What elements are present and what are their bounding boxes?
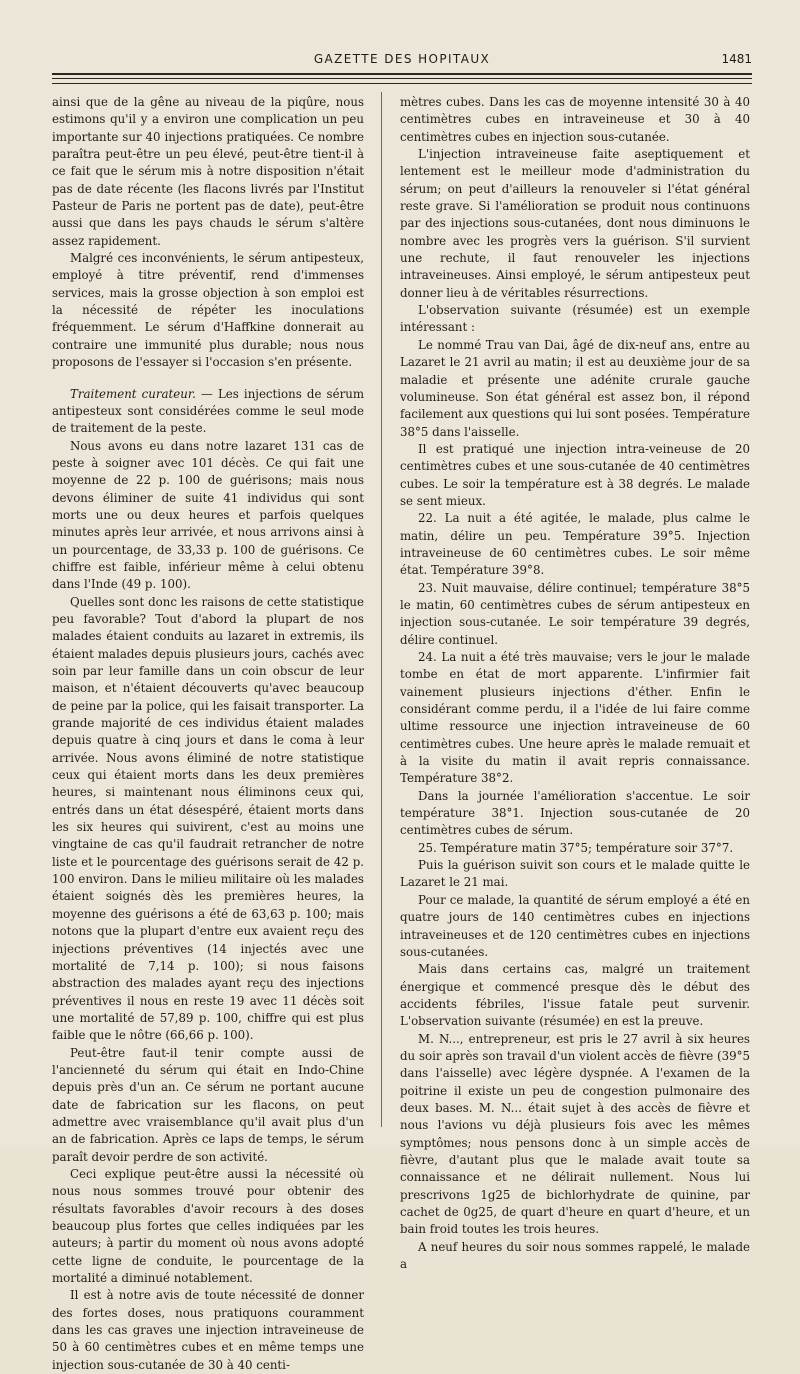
paragraph: A neuf heures du soir nous sommes rappelé, le malade a	[400, 1239, 750, 1272]
paragraph: Ceci explique peut-être aussi la nécessité où nous nous sommes trouvé pour obtenir des résultats favorables d'avoir recours à des doses beaucoup plus fortes que celles indiquées par les auteurs; à partir du moment où nous avons adopté cette ligne de conduite, le pourcentage de la mortalité a diminué notablement.	[52, 1166, 364, 1286]
treatment-paragraph	[52, 386, 364, 438]
header-rule-middle	[52, 78, 752, 79]
paragraph: Il est à notre avis de toute nécessité de donner des fortes doses, nous pratiquons couramment dans les cas graves une injection intraveineuse de 50 à 60 centimètres cubes et en même temps une injection sous-cutanée de 30 à 40 centi-	[52, 1288, 364, 1372]
paragraph-text: Les injections de sérum antipesteux sont considérées comme le seul mode de traitement de la peste.	[52, 386, 365, 436]
paragraph: Dans la journée l'amélioration s'accentue. Le soir température 38°1. Injection sous-cutanée de 20 centimètres cubes de sérum.	[400, 788, 750, 838]
paragraph: 24. La nuit a été très mauvaise; vers le jour le malade tombe en état de mort apparente. L'infirmier fait vainement plusieurs injections d'éther. Enfin le considérant comme perdu, il a l'idée de lui faire comme ultime ressource une injection intraveineuse de 60 centimètres cubes. Une heure après le malade remuait et à la visite du matin il avait repris connaissance. Température 38°2.	[400, 650, 750, 786]
journal-title: GAZETTE DES HOPITAUX	[313, 52, 491, 66]
header-rule-top	[52, 73, 752, 75]
paragraph: 23. Nuit mauvaise, délire continuel; température 38°5 le matin, 60 centimètres cubes de sérum antipesteux en injection sous-cutanée. Le soir température 39 degrés, délire continuel.	[400, 580, 750, 647]
paragraph: Puis la guérison suivit son cours et le malade quitte le Lazaret le 21 mai.	[400, 858, 750, 890]
paragraph: Pour ce malade, la quantité de sérum employé a été en quatre jours de 140 centimètres cubes en injections intraveineuses et de 120 centimètres cubes en injections sous-cutanées.	[400, 892, 750, 959]
page-number: 1481	[721, 52, 752, 66]
paragraph: mètres cubes. Dans les cas de moyenne intensité 30 à 40 centimètres cubes en intraveineuse et 30 à 40 centimètres cubes en injection sous-cutanée.	[400, 95, 750, 144]
header-rule-bottom	[52, 83, 752, 84]
right-column	[400, 94, 750, 1272]
paragraph: Le nommé Trau van Dai, âgé de dix-neuf ans, entre au Lazaret le 21 avril au matin; il est au deuxième jour de sa maladie et présente une adénite crurale gauche volumineuse. Son état général est assez bon, il répond facilement aux questions qui lui sont posées. Température 38°5 dans l'aisselle.	[400, 337, 750, 439]
paragraph: Nous avons eu dans notre lazaret 131 cas de peste à soigner avec 101 décès. Ce qui fait une moyenne de 22 p. 100 de guérisons; mais nous devons éliminer de suite 41 individus qui sont morts une ou deux heures et parfois quelques minutes après leur arrivée, et nous arrivons ainsi à un pourcentage, de 33,33 p. 100 de guérisons. Ce chiffre est faible, inférieur même à celui obtenu dans l'Inde (49 p. 100).	[52, 438, 364, 592]
paragraph: 22. La nuit a été agitée, le malade, plus calme le matin, délire un peu. Température 39°5. Injection intraveineuse de 60 centimètres cubes. Le soir même état. Température 39°8.	[400, 511, 750, 578]
paragraph: L'observation suivante (résumée) est un exemple intéressant :	[400, 303, 750, 335]
paragraph: Quelles sont donc les raisons de cette statistique peu favorable? Tout d'abord la plupart de nos malades étaient conduits au lazaret in extremis, ils étaient malades depuis plusieurs jours, cachés avec soin par leur famille dans un coin obscur de leur maison, et n'étaient découverts qu'avec beaucoup de peine par la police, qui les faisait transporter. La grande majorité de ces individus étaient malades depuis quatre à cinq jours et dans le coma à leur arrivée. Nous avons éliminé de notre statistique ceux qui étaient morts dans les deux premières heures, si maintenant nous éliminons ceux qui, entrés dans un état désespéré, étaient morts dans les six heures qui suivirent, c'est au moins une vingtaine de cas qu'il faudrait retrancher de notre liste et le pourcentage des guérisons serait de 42 p. 100 environ. Dans le milieu militaire où les malades étaient soignés dès les premières heures, la moyenne des guérisons a été de 63,63 p. 100; mais notons que la plupart d'entre eux avaient reçu des injections préventives (14 injectés avec une mortalité de 7,14 p. 100); si nous faisons abstraction des malades ayant reçu des injections préventives il nous en reste 19 avec 11 décès soit une mortalité de 57,89 p. 100, chiffre qui est plus faible que le nôtre (66,66 p. 100).	[52, 594, 364, 1043]
paragraph: Mais dans certains cas, malgré un traitement énergique et commencé presque dès le début des accidents fébriles, l'issue fatale peut survenir. L'observation suivante (résumée) en est la preuve.	[400, 962, 750, 1029]
paragraph: M. N..., entrepreneur, est pris le 27 avril à six heures du soir après son travail d'un violent accès de fièvre (39°5 dans l'aisselle) avec légère dyspnée. A l'examen de la poitrine il existe un peu de congestion pulmonaire des deux bases. M. N... était sujet à des accès de fièvre et nous l'avions vu déjà plusieurs fois avec les mêmes symptômes; nous pensons donc à un simple accès de fièvre, d'autant plus que le malade avait toute sa connaissance et ne délirait nullement. Nous lui prescrivons 1g25 de bichlorhydrate de quinine, par cachet de 0g25, de quart d'heure en quart d'heure, et un bain froid toutes les trois heures.	[400, 1031, 750, 1237]
paragraph: ainsi que de la gêne au niveau de la piqûre, nous estimons qu'il y a environ une complication un peu importante sur 40 injections pratiquées. Ce nombre paraîtra peut-être un peu élevé, peut-être tient-il à ce fait que le sérum mis à notre disposition n'était pas de date récente (les flacons livrés par l'Institut Pasteur de Paris ne portent pas de date), peut-être aussi que dans les pays chauds le sérum s'altère assez rapidement.	[52, 95, 364, 248]
paragraph: 25. Température matin 37°5; température soir 37°7.	[418, 840, 734, 855]
column-divider	[381, 92, 382, 1127]
section-heading: Traitement curateur. —	[70, 386, 213, 401]
paragraph: Peut-être faut-il tenir compte aussi de l'ancienneté du sérum qui était en Indo-Chine depuis près d'un an. Ce sérum ne portant aucune date de fabrication sur les flacons, on peut admettre avec vraisemblance qu'il avait plus d'un an de fabrication. Après ce laps de temps, le sérum paraît devoir perdre de son activité.	[52, 1045, 364, 1164]
left-column	[52, 94, 365, 1372]
page-header	[52, 50, 752, 70]
paragraph: Malgré ces inconvénients, le sérum antipesteux, employé à titre préventif, rend d'immenses services, mais la grosse objection à son emploi est la nécessité de répéter les inoculations fréquemment. Le sérum d'Haffkine donnerait au contraire une immunité plus durable; nous nous proposons de l'essayer si l'occasion s'en présente.	[52, 251, 364, 370]
paragraph: Il est pratiqué une injection intra-veineuse de 20 centimètres cubes et une sous-cutanée de 40 centimètres cubes. Le soir la température est à 38 degrés. Le malade se sent mieux.	[400, 441, 750, 508]
paragraph: L'injection intraveineuse faite aseptiquement et lentement est le meilleur mode d'administration du sérum; on peut d'ailleurs la renouveler si l'état général reste grave. Si l'amélioration se produit nous continuons par des injections sous-cutanées, dont nous diminuons le nombre avec les progrès vers la guérison. S'il survient une rechute, il faut renouveler les injections intraveineuses. Ainsi employé, le sérum antipesteux peut donner lieu à de véritables résurrections.	[400, 147, 750, 300]
